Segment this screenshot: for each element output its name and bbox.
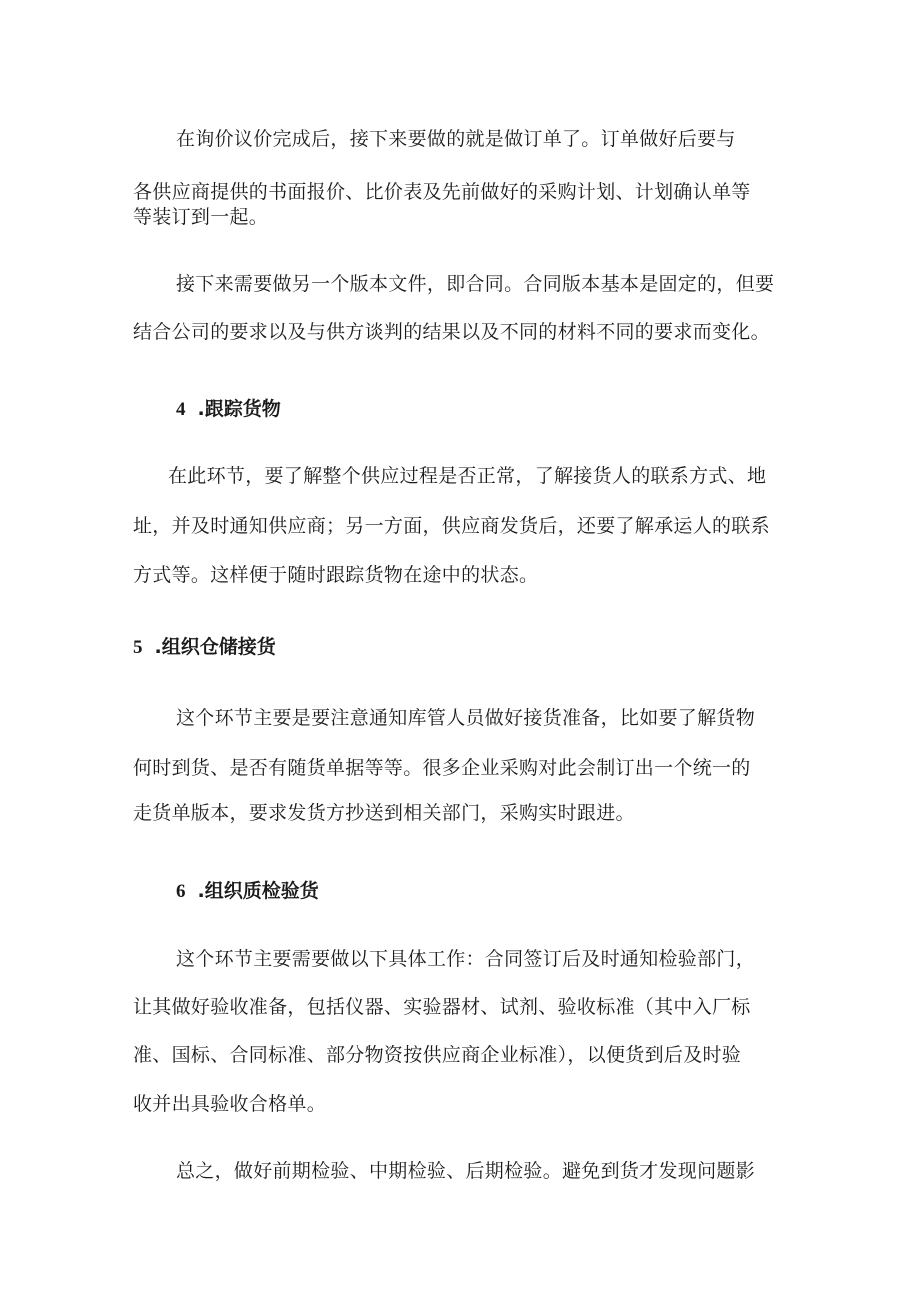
- section-heading: [133, 634, 276, 661]
- text-line: 收并出具验收合格单。: [133, 1093, 327, 1115]
- text-line: 总之，做好前期检验、中期检验、后期检验。避免到货才发现问题影: [176, 1160, 756, 1182]
- text-line: 方式等。这样便于随时跟踪货物在途中的状态。: [133, 564, 539, 586]
- text-line: 在此环节，要了解整个供应过程是否正常，了解接货人的联系方式、地: [168, 465, 767, 487]
- section-heading: [176, 878, 319, 905]
- section-title: .组织仓储接货: [154, 636, 276, 658]
- text-line: 址，并及时通知供应商；另一方面，供应商发货后，还要了解承运人的联系: [133, 515, 770, 537]
- section-number: 6: [176, 881, 186, 902]
- text-line: 等装订到一起。: [133, 206, 269, 228]
- text-line: 结合公司的要求以及与供方谈判的结果以及不同的材料不同的要求而变化。: [133, 321, 770, 343]
- text-line: 何时到货、是否有随货单据等等。很多企业采购对此会制订出一个统一的: [133, 757, 751, 779]
- text-line: 准、国标、合同标准、部分物资按供应商企业标准），以便货到后及时验: [133, 1044, 742, 1066]
- text-line: 这个环节主要需要做以下具体工作：合同签订后及时通知检验部门，: [176, 948, 756, 970]
- section-number: 4: [176, 399, 186, 420]
- text-line: 接下来需要做另一个版本文件，即合同。合同版本基本是固定的，但要: [176, 273, 775, 295]
- section-number: 5: [133, 637, 143, 658]
- text-line: 走货单版本，要求发货方抄送到相关部门，采购实时跟进。: [133, 802, 635, 824]
- text-line: 各供应商提供的书面报价、比价表及先前做好的采购计划、计划确认单等: [133, 181, 751, 203]
- section-title: .组织质检验货: [197, 880, 319, 902]
- section-title: .跟踪货物: [197, 398, 281, 420]
- text-line: 让其做好验收准备，包括仪器、实验器材、试剂、验收标准（其中入厂标: [133, 996, 751, 1018]
- section-heading: [176, 396, 281, 423]
- text-line: 在询价议价完成后，接下来要做的就是做订单了。订单做好后要与: [176, 128, 736, 150]
- text-line: 这个环节主要是要注意通知库管人员做好接货准备，比如要了解货物: [176, 707, 756, 729]
